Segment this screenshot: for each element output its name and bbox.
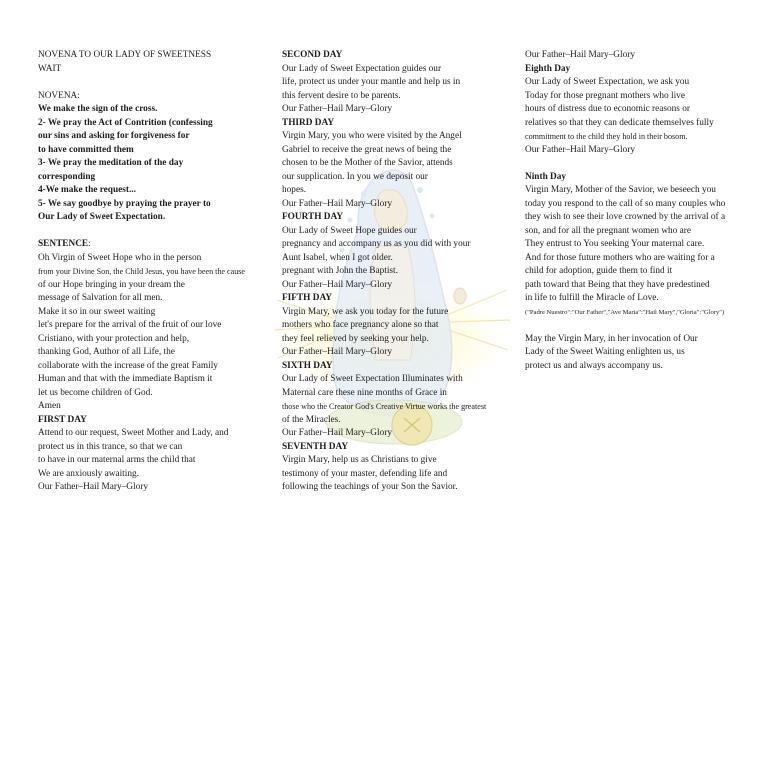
ninth-day-heading: Ninth Day <box>525 171 567 182</box>
sentence-line: collaborate with the increase of the great Family <box>38 360 218 371</box>
seventh-day-line: Virgin Mary, help us as Christians to give <box>282 455 437 465</box>
second-day-line: this fervent desire to be parents. <box>282 90 401 101</box>
third-day-prayer: Our Father–Hail Mary–Glory <box>282 198 392 209</box>
novena-title-line2: WAIT <box>38 63 62 74</box>
fourth-day-line: pregnant with John the Baptist. <box>282 266 398 276</box>
seventh-day-line: testimony of your master, defending life and <box>282 468 448 479</box>
sixth-day-line: of the Miracles. <box>282 414 341 425</box>
closing-line: May the Virgin Mary, in her invocation of Our <box>525 333 698 344</box>
third-day-line: hopes. <box>282 185 307 195</box>
sixth-day-heading: SIXTH DAY <box>282 360 333 371</box>
closing-line: protect us and always accompany us. <box>525 360 663 371</box>
eighth-day-small-line: commitment to the child they hold in their bosom. <box>525 132 688 141</box>
step-line: 3- We pray the meditation of the day <box>38 158 184 168</box>
ninth-day-line: in life to fulfill the Miracle of Love. <box>525 293 659 303</box>
eighth-day-line: Our Lady of Sweet Expectation, we ask you <box>525 77 690 87</box>
ninth-day-line: son, and for all the pregnant women who are <box>525 225 692 236</box>
eighth-day-line: relatives so that they can dedicate themselves fully <box>525 117 714 128</box>
novena-label: NOVENA: <box>38 90 80 101</box>
sentence-line: let's prepare for the arrival of the fruit of our love <box>38 320 222 330</box>
step-line: 4-We make the request... <box>38 185 136 195</box>
column-middle <box>282 49 514 495</box>
sixth-day-line: Maternal care these nine months of Grace in <box>282 387 447 398</box>
third-day-line: our supplication. In you we deposit our <box>282 171 428 182</box>
eighth-day-line: Today for those pregnant mothers who live <box>525 90 685 101</box>
ninth-day-line: And for those future mothers who are waiting for a <box>525 252 715 263</box>
fourth-day-heading: FOURTH DAY <box>282 212 344 222</box>
sentence-line: Amen <box>38 401 61 411</box>
prayer-translation-note: ("Padre Nuestro":"Our Father","Ave Maria":"Hail Mary","Gloria":"Glory") <box>525 308 725 316</box>
step-line: to have committed them <box>38 144 134 155</box>
eighth-day-heading: Eighth Day <box>525 63 571 74</box>
first-day-line: protect us in this trance, so that we can <box>38 441 183 452</box>
third-day-line: Virgin Mary, you who were visited by the Angel <box>282 131 462 141</box>
sentence-line: Cristiano, with your protection and help, <box>38 333 190 344</box>
sentence-heading-row <box>38 238 270 252</box>
fourth-day-line: Aunt Isabel, when I got older. <box>282 252 393 263</box>
first-day-prayer: Our Father–Hail Mary–Glory <box>38 482 148 492</box>
first-day-line: to have in our maternal arms the child that <box>38 455 196 465</box>
ninth-day-line: path toward that Being that they have predestined <box>525 279 710 290</box>
sentence-line: Make it so in our sweet waiting <box>38 306 156 317</box>
fifth-day-line: mothers who face pregnancy alone so that <box>282 320 439 330</box>
first-day-heading: FIRST DAY <box>38 414 87 425</box>
closing-line: Lady of the Sweet Waiting enlighten us, us <box>525 347 685 357</box>
second-day-line: Our Lady of Sweet Expectation guides our <box>282 63 442 74</box>
step-line: We make the sign of the cross. <box>38 104 158 114</box>
seventh-day-heading: SEVENTH DAY <box>282 441 349 452</box>
fourth-day-prayer: Our Father–Hail Mary–Glory <box>282 279 392 290</box>
sentence-colon: : <box>88 239 91 249</box>
step-line: Our Lady of Sweet Expectation. <box>38 212 166 222</box>
step-line: 2- We pray the Act of Contrition (confessing <box>38 117 213 128</box>
third-day-line: chosen to be the Mother of the Savior, attends <box>282 158 453 168</box>
third-day-heading: THIRD DAY <box>282 117 335 128</box>
step-line: 5- We say goodbye by praying the prayer to <box>38 198 211 209</box>
step-line: our sins and asking for forgiveness for <box>38 131 190 141</box>
fifth-day-line: they feel relieved by seeking your help. <box>282 333 429 344</box>
fifth-day-prayer: Our Father–Hail Mary–Glory <box>282 347 392 357</box>
sixth-day-small-line: those who the Creator God's Creative Virtue works the greatest <box>282 402 487 411</box>
fifth-day-line: Virgin Mary, we ask you today for the future <box>282 306 449 317</box>
sentence-line: of our Hope bringing in your dream the <box>38 279 185 290</box>
novena-title: NOVENA TO OUR LADY OF SWEETNESS <box>38 50 212 60</box>
second-day-prayer: Our Father–Hail Mary–Glory <box>282 104 392 114</box>
fourth-day-line: pregnancy and accompany us as you did with your <box>282 239 471 249</box>
sixth-day-line: Our Lady of Sweet Expectation Illuminates with <box>282 374 463 384</box>
ninth-day-line: child for adoption, guide them to find it <box>525 266 673 276</box>
sentence-line: message of Salvation for all men. <box>38 293 163 303</box>
sentence-heading: SENTENCE <box>38 239 89 249</box>
sentence-line: Human and that with the immediate Baptism it <box>38 374 213 384</box>
sentence-line: Oh Virgin of Sweet Hope who in the person <box>38 252 202 263</box>
fourth-day-line: Our Lady of Sweet Hope guides our <box>282 225 417 236</box>
third-day-line: Gabriel to receive the great news of being the <box>282 144 452 155</box>
seventh-day-line: following the teachings of your Son the Savior. <box>282 482 458 492</box>
sentence-line: thanking God, Author of all Life, the <box>38 347 175 357</box>
sentence-line: from your Divine Son, the Child Jesus, you have been the cause <box>38 267 246 276</box>
ninth-day-line: They entrust to You seeking Your maternal care. <box>525 239 705 249</box>
second-day-line: life, protect us under your mantle and help us in <box>282 77 461 87</box>
second-day-heading: SECOND DAY <box>282 50 343 60</box>
column-left <box>38 49 270 495</box>
ninth-day-line: Virgin Mary, Mother of the Savior, we beseech you <box>525 185 716 195</box>
ninth-day-line: today you respond to the call of so many couples who <box>525 198 726 209</box>
fifth-day-heading: FIFTH DAY <box>282 293 333 303</box>
sentence-line: let us become children of God. <box>38 387 153 398</box>
eighth-day-prayer: Our Father–Hail Mary–Glory <box>525 144 635 155</box>
column-right <box>525 49 757 373</box>
step-line: corresponding <box>38 171 96 182</box>
seventh-day-prayer: Our Father–Hail Mary–Glory <box>525 50 635 60</box>
ninth-day-line: they wish to see their love crowned by the arrival of a <box>525 212 726 222</box>
first-day-line: Attend to our request, Sweet Mother and Lady, and <box>38 428 229 438</box>
sixth-day-prayer: Our Father–Hail Mary–Glory <box>282 428 392 438</box>
first-day-line: We are anxiously awaiting. <box>38 468 139 479</box>
eighth-day-line: hours of distress due to economic reasons or <box>525 104 690 114</box>
